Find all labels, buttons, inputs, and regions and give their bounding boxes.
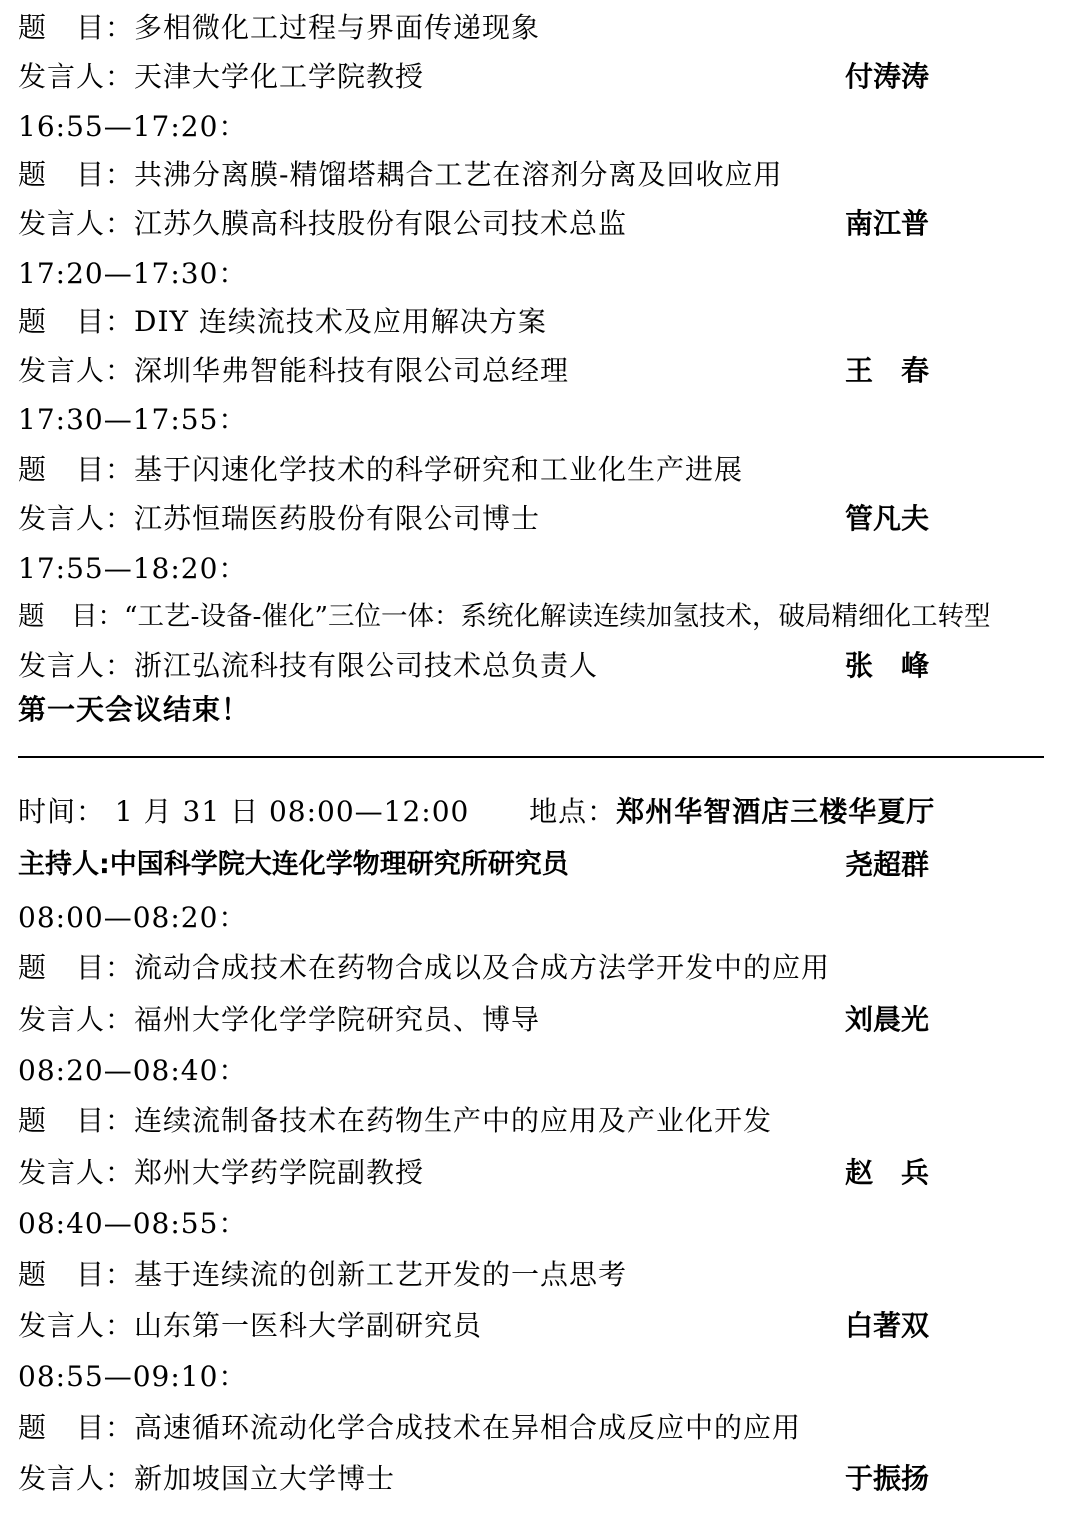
speaker-name: 刘晨光 (845, 1003, 930, 1036)
topic-line: 题 目：基于连续流的创新工艺开发的一点思考 (18, 1258, 628, 1291)
time-slot: 17:55—18:20： (18, 552, 248, 585)
speaker-name: 管凡夫 (845, 502, 930, 535)
topic-line: 题 目：多相微化工过程与界面传递现象 (18, 11, 541, 44)
time-slot: 08:00—08:20： (18, 901, 248, 934)
time-slot: 08:40—08:55： (18, 1207, 248, 1240)
topic-line: 题 目：共沸分离膜-精馏塔耦合工艺在溶剂分离及回收应用 (18, 158, 783, 191)
speaker-name: 王 春 (845, 354, 930, 387)
topic-line: 题 目：连续流制备技术在药物生产中的应用及产业化开发 (18, 1104, 773, 1137)
speaker-line: 发言人：深圳华弗智能科技有限公司总经理 (18, 354, 570, 387)
time-value: 1 月 31 日 08:00—12:00 (114, 795, 470, 828)
topic-line: 题 目：高速循环流动化学合成技术在异相合成反应中的应用 (18, 1411, 802, 1444)
topic-line: 题 目：流动合成技术在药物合成以及合成方法学开发中的应用 (18, 951, 831, 984)
speaker-name: 赵 兵 (845, 1156, 930, 1189)
session-info (18, 792, 935, 832)
speaker-line: 发言人：福州大学化学学院研究员、博导 (18, 1003, 541, 1036)
section-divider (18, 756, 1044, 758)
speaker-line: 发言人：浙江弘流科技有限公司技术总负责人 (18, 649, 599, 682)
host-name: 尧超群 (845, 848, 930, 881)
time-slot: 17:20—17:30： (18, 257, 248, 290)
topic-line: 题 目：“工艺-设备-催化”三位一体：系统化解读连续加氢技术，破局精细化工转型 (18, 601, 991, 632)
time-slot: 08:20—08:40： (18, 1054, 248, 1087)
time-slot: 16:55—17:20： (18, 110, 248, 143)
place-value: 郑州华智酒店三楼华夏厅 (616, 795, 936, 828)
host-line: 主持人:中国科学院大连化学物理研究所研究员 (18, 849, 569, 880)
day-end-notice: 第一天会议结束！ (18, 693, 251, 726)
speaker-line: 发言人：天津大学化工学院教授 (18, 60, 425, 93)
speaker-name: 张 峰 (845, 649, 930, 682)
place-label: 地点： (529, 795, 617, 828)
topic-line: 题 目：DIY 连续流技术及应用解决方案 (18, 305, 547, 338)
speaker-name: 付涛涛 (845, 60, 930, 93)
time-label: 时间： (18, 795, 106, 828)
topic-line: 题 目：基于闪速化学技术的科学研究和工业化生产进展 (18, 453, 744, 486)
speaker-name: 南江普 (845, 207, 930, 240)
speaker-line: 发言人：江苏恒瑞医药股份有限公司博士 (18, 502, 541, 535)
speaker-line: 发言人：新加坡国立大学博士 (18, 1462, 396, 1495)
speaker-line: 发言人：山东第一医科大学副研究员 (18, 1309, 483, 1342)
speaker-name: 白著双 (845, 1309, 930, 1342)
speaker-line: 发言人：郑州大学药学院副教授 (18, 1156, 425, 1189)
time-slot: 17:30—17:55： (18, 403, 248, 436)
speaker-line: 发言人：江苏久膜高科技股份有限公司技术总监 (18, 207, 628, 240)
time-slot: 08:55—09:10： (18, 1360, 248, 1393)
speaker-name: 于振扬 (845, 1462, 930, 1495)
